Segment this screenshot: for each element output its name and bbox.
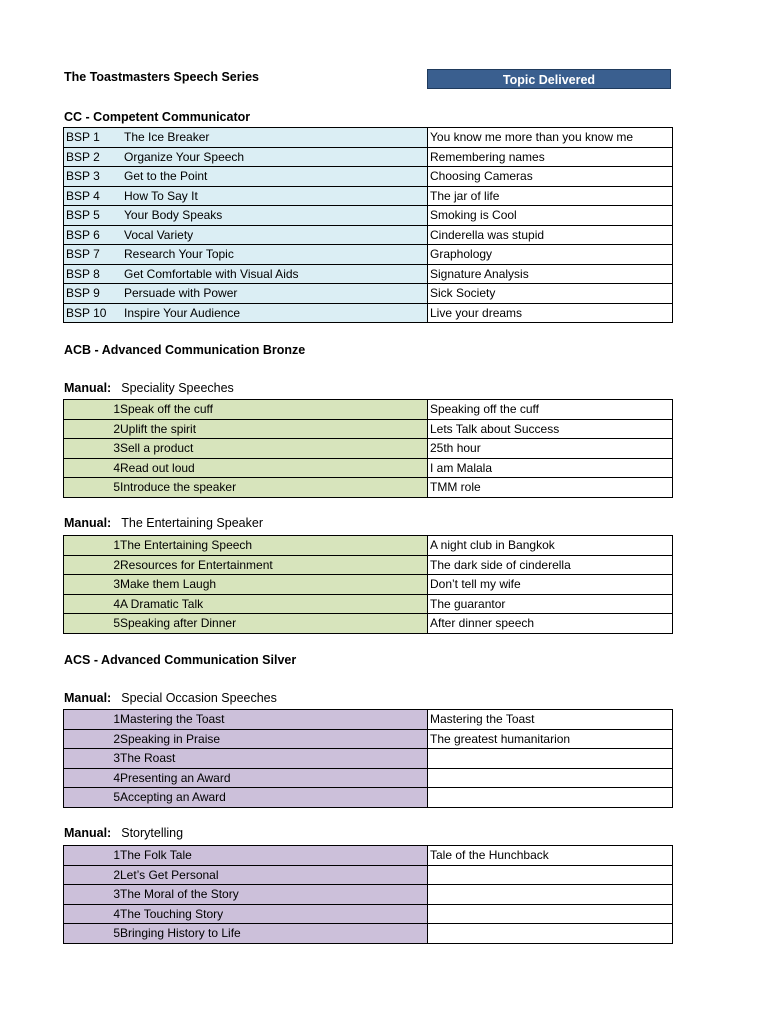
project-cell [64,536,428,556]
table-row [64,729,673,749]
table-row [64,536,673,556]
table-row [64,167,673,187]
manual-label-speciality [64,381,234,395]
project-number: 5 [113,926,120,941]
topic-cell: The greatest humanitarion [428,729,673,749]
project-cell [64,167,428,187]
project-cell [64,575,428,595]
project-number: 4 [113,460,120,475]
table-row [64,788,673,808]
manual-prefix: Manual: [64,691,112,705]
manual-name: Special Occasion Speeches [121,691,277,705]
acb-section-title: ACB - Advanced Communication Bronze [64,343,306,357]
table-row [64,865,673,885]
project-cell [64,865,428,885]
manual-name: Speciality Speeches [121,381,234,395]
topic-cell: Tale of the Hunchback [428,846,673,866]
project-cell [64,788,428,808]
project-number: 3 [113,441,120,456]
topic-cell: After dinner speech [428,614,673,634]
project-number: 4 [113,906,120,921]
project-cell [64,439,428,459]
project-number: 5 [113,480,120,495]
topic-cell: 25th hour [428,439,673,459]
topic-cell: Graphology [428,245,673,265]
project-code: BSP 5 [66,208,100,223]
project-code: BSP 7 [66,247,100,262]
manual-prefix: Manual: [64,381,112,395]
table-row [64,225,673,245]
topic-cell: Smoking is Cool [428,206,673,226]
topic-cell: Lets Talk about Success [428,419,673,439]
table-row [64,614,673,634]
project-cell [64,614,428,634]
table-row [64,924,673,944]
project-cell [64,710,428,730]
project-cell [64,478,428,498]
topic-cell: Sick Society [428,284,673,304]
topic-cell [428,924,673,944]
project-cell [64,264,428,284]
table-row [64,768,673,788]
topic-cell: Choosing Cameras [428,167,673,187]
project-number: 3 [113,887,120,902]
project-name: Vocal Variety [124,227,194,242]
table-row [64,885,673,905]
project-code: BSP 4 [66,188,100,203]
project-code: BSP 8 [66,266,100,281]
manual-prefix: Manual: [64,826,112,840]
project-number: 1 [113,848,120,863]
project-number: 3 [113,751,120,766]
acs-section-title: ACS - Advanced Communication Silver [64,653,297,667]
project-name: Speak off the cuff [120,402,213,417]
project-cell [64,245,428,265]
project-name: A Dramatic Talk [120,596,204,611]
project-cell [64,147,428,167]
table-row [64,245,673,265]
manual-label-entertaining [64,516,263,530]
project-number: 1 [113,712,120,727]
project-name: The Folk Tale [120,848,192,863]
project-name: The Moral of the Story [120,887,239,902]
table-row [64,147,673,167]
topic-cell [428,904,673,924]
project-number: 2 [113,867,120,882]
topic-cell: Remembering names [428,147,673,167]
table-row [64,555,673,575]
project-number: 2 [113,731,120,746]
project-number: 4 [113,596,120,611]
topic-cell: Cinderella was stupid [428,225,673,245]
topic-cell: You know me more than you know me [428,128,673,148]
table-row [64,575,673,595]
manual-label-special-occasion [64,691,277,705]
entertaining-speaker-table [63,535,673,634]
special-occasion-table [63,709,673,808]
project-name: Uplift the spirit [120,421,197,436]
project-cell [64,885,428,905]
project-cell [64,846,428,866]
project-cell [64,419,428,439]
topic-cell [428,885,673,905]
project-cell [64,729,428,749]
speciality-speeches-table [63,399,673,498]
project-code: BSP 2 [66,149,100,164]
project-code: BSP 6 [66,227,100,242]
project-number: 1 [113,538,120,553]
project-name: Organize Your Speech [124,149,245,164]
topic-cell [428,788,673,808]
project-cell [64,555,428,575]
project-name: The Entertaining Speech [120,538,253,553]
table-row [64,264,673,284]
project-name: Make them Laugh [120,577,217,592]
table-row [64,904,673,924]
topic-cell: I am Malala [428,458,673,478]
project-cell [64,904,428,924]
project-number: 2 [113,421,120,436]
project-cell [64,303,428,323]
project-name: Presenting an Award [120,770,231,785]
cc-table [63,127,673,323]
topic-cell: Live your dreams [428,303,673,323]
topic-cell [428,768,673,788]
project-code: BSP 1 [66,130,100,145]
project-code: BSP 3 [66,169,100,184]
project-name: Let’s Get Personal [120,867,219,882]
project-name: Research Your Topic [124,247,234,262]
project-cell [64,206,428,226]
topic-delivered-header: Topic Delivered [427,69,671,89]
project-name: How To Say It [124,188,198,203]
project-cell [64,749,428,769]
page-title: The Toastmasters Speech Series [64,70,259,84]
project-cell [64,594,428,614]
project-number: 2 [113,557,120,572]
project-name: Read out loud [120,460,195,475]
table-row [64,458,673,478]
project-cell [64,225,428,245]
topic-cell: Signature Analysis [428,264,673,284]
table-row [64,439,673,459]
project-number: 3 [113,577,120,592]
topic-cell: Mastering the Toast [428,710,673,730]
project-number: 1 [113,402,120,417]
project-cell [64,400,428,420]
manual-name: The Entertaining Speaker [121,516,263,530]
table-row [64,749,673,769]
project-name: Accepting an Award [120,790,226,805]
cc-section-title: CC - Competent Communicator [64,110,251,124]
table-row [64,478,673,498]
project-number: 4 [113,770,120,785]
project-name: The Roast [120,751,176,766]
project-name: Inspire Your Audience [124,305,241,320]
project-cell [64,284,428,304]
table-row [64,419,673,439]
topic-cell: The dark side of cinderella [428,555,673,575]
table-row [64,710,673,730]
project-name: Your Body Speaks [124,208,223,223]
table-row [64,284,673,304]
project-name: Bringing History to Life [120,926,241,941]
project-name: Resources for Entertainment [120,557,273,572]
project-cell [64,128,428,148]
project-name: Speaking after Dinner [120,616,237,631]
project-name: Mastering the Toast [120,712,225,727]
manual-prefix: Manual: [64,516,112,530]
project-name: Sell a product [120,441,194,456]
project-cell [64,924,428,944]
project-name: Get to the Point [124,169,208,184]
project-code: BSP 10 [66,305,107,320]
project-name: Speaking in Praise [120,731,221,746]
project-cell [64,186,428,206]
table-row [64,594,673,614]
topic-cell: Don’t tell my wife [428,575,673,595]
project-name: Get Comfortable with Visual Aids [124,266,299,281]
project-cell [64,768,428,788]
table-row [64,128,673,148]
manual-label-storytelling [64,826,183,840]
project-name: Persuade with Power [124,286,238,301]
project-name: Introduce the speaker [120,480,237,495]
table-row [64,206,673,226]
topic-cell [428,865,673,885]
project-number: 5 [113,616,120,631]
manual-name: Storytelling [121,826,184,840]
project-cell [64,458,428,478]
project-name: The Ice Breaker [124,130,210,145]
table-row [64,303,673,323]
project-number: 5 [113,790,120,805]
topic-cell: TMM role [428,478,673,498]
topic-cell [428,749,673,769]
project-name: The Touching Story [120,906,224,921]
topic-cell: The guarantor [428,594,673,614]
storytelling-table [63,845,673,944]
table-row [64,400,673,420]
project-code: BSP 9 [66,286,100,301]
table-row [64,186,673,206]
table-row [64,846,673,866]
topic-cell: The jar of life [428,186,673,206]
topic-cell: A night club in Bangkok [428,536,673,556]
topic-cell: Speaking off the cuff [428,400,673,420]
